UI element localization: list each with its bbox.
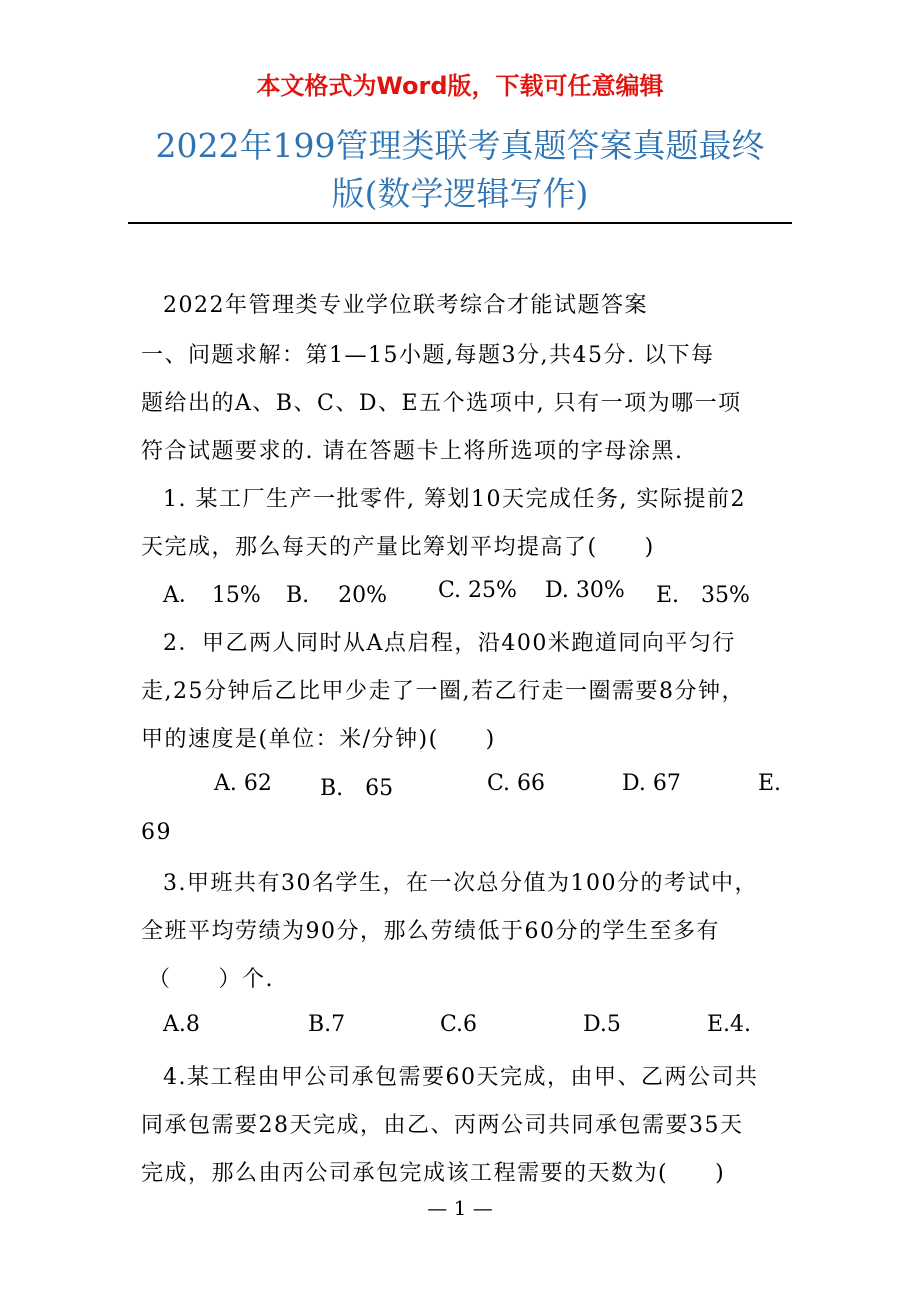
option-a: A. 62 xyxy=(214,771,272,796)
title-line-1: 2022年199管理类联考真题答案真题最终 xyxy=(155,126,765,165)
option-b: B. 65 xyxy=(320,776,394,801)
section-line-1: 一、问题求解：第1—15小题,每题3分,共45分. 以下每 xyxy=(141,343,715,368)
q3-line-2: 全班平均劳绩为90分，那么劳绩低于60分的学生至多有 xyxy=(141,919,720,944)
option-e: E. xyxy=(758,771,782,796)
option-b: B.7 xyxy=(308,1012,346,1037)
q4-line-2: 同承包需要28天完成，由乙、丙两公司共同承包需要35天 xyxy=(141,1113,744,1138)
option-e: E.4. xyxy=(707,1012,752,1037)
option-a: A． 15% xyxy=(163,583,261,608)
title-line-2: 版(数学逻辑写作) xyxy=(331,174,589,213)
section-line-3: 符合试题要求的. 请在答题卡上将所选项的字母涂黑. xyxy=(141,439,684,464)
option-d: D. 67 xyxy=(622,771,681,796)
option-e: E. 35% xyxy=(656,583,750,608)
option-d: D.5 xyxy=(583,1012,621,1037)
q3-line-3: （ ）个. xyxy=(148,967,274,992)
section-line-2: 题给出的A、B、C、D、E五个选项中, 只有一项为哪一项 xyxy=(141,391,742,416)
q1-line-2: 天完成，那么每天的产量比筹划平均提高了( ) xyxy=(141,535,655,560)
page-number: — 1 — xyxy=(427,1196,493,1220)
q2-line-1: 2．甲乙两人同时从A点启程，沿400米跑道同向平匀行 xyxy=(163,631,736,656)
option-a: A.8 xyxy=(163,1012,200,1037)
q2-line-2: 走,25分钟后乙比甲少走了一圈,若乙行走一圈需要8分钟， xyxy=(141,679,745,704)
option-c: C. 25% xyxy=(438,578,517,603)
q3-line-1: 3.甲班共有30名学生，在一次总分值为100分的考试中， xyxy=(163,871,758,896)
option-d: D. 30% xyxy=(545,578,625,603)
option-c: C. 66 xyxy=(487,771,546,796)
title-divider xyxy=(128,222,792,224)
option-b: B. 20% xyxy=(286,583,388,608)
q1-line-1: 1. 某工厂生产一批零件, 筹划10天完成任务, 实际提前2 xyxy=(163,487,746,512)
q4-line-3: 完成，那么由丙公司承包完成该工程需要的天数为( ) xyxy=(141,1161,726,1186)
intro-text: 2022年管理类专业学位联考综合才能试题答案 xyxy=(163,293,648,318)
option-c: C.6 xyxy=(440,1012,478,1037)
page-title xyxy=(120,122,800,218)
q2-line-3: 甲的速度是(单位：米/分钟)( ) xyxy=(141,727,496,752)
q2-option-e-value: 69 xyxy=(141,820,172,845)
word-format-notice: 本文格式为Word版，下载可任意编辑 xyxy=(256,72,664,100)
q4-line-1: 4.某工程由甲公司承包需要60天完成，由甲、乙两公司共 xyxy=(163,1065,759,1090)
